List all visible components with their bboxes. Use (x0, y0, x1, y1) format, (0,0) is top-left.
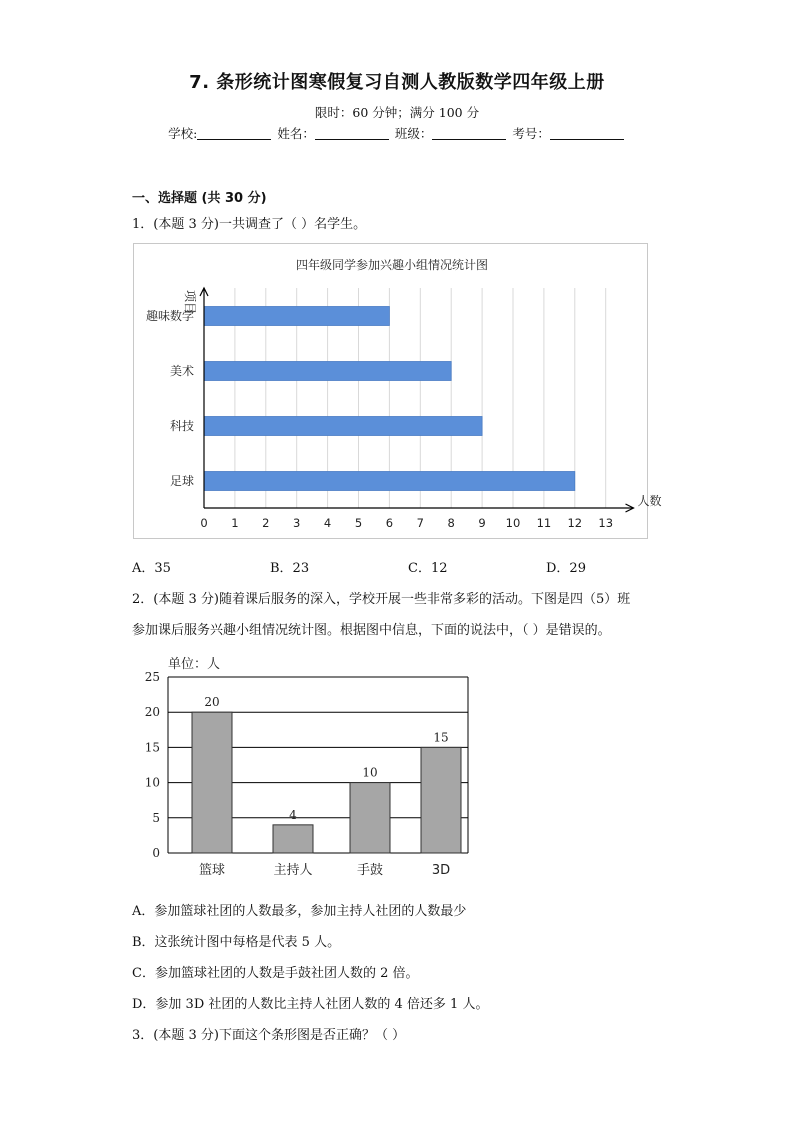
chart-2-vertical-bar (140, 650, 480, 880)
chart-2-svg (140, 650, 480, 880)
chart-1-x-tick-6: 6 (385, 516, 394, 530)
question-1-stem: 1．(本题 3 分)一共调查了（ ）名学生。 (132, 217, 367, 232)
chart-1-horizontal-bar (133, 243, 662, 539)
chart-2-bar-0 (192, 712, 232, 853)
school-label: 学校: (168, 126, 198, 141)
chart-2-category-label-1: 主持人 (273, 863, 313, 878)
exam-number-label: 考号： (512, 126, 550, 141)
chart-2-data-label-1: 4 (289, 807, 297, 822)
q1-option-c[interactable]: C．12 (408, 561, 448, 576)
chart-1-category-label-1: 美术 (169, 364, 194, 378)
chart-1-x-tick-3: 3 (293, 516, 301, 530)
chart-2-y-tick-0: 0 (152, 846, 160, 860)
chart-2-bar-1 (273, 825, 313, 853)
chart-2-bar-3 (421, 747, 461, 853)
chart-1-x-tick-0: 0 (200, 516, 208, 530)
q1-option-d[interactable]: D．29 (546, 561, 586, 576)
name-label: 姓名： (277, 126, 315, 141)
section-heading: 一、选择题 (共 30 分) (132, 191, 267, 206)
chart-1-y-axis-label: 项目 (183, 290, 197, 315)
chart-1-x-tick-5: 5 (354, 516, 363, 530)
class-label: 班级： (394, 126, 433, 141)
chart-1-x-tick-13: 13 (598, 516, 614, 530)
chart-1-x-axis-label: 人数 (637, 494, 662, 508)
class-blank[interactable] (432, 127, 506, 140)
chart-2-data-label-0: 20 (204, 695, 220, 710)
chart-2-bar-2 (350, 783, 390, 853)
q1-option-b[interactable]: B．23 (270, 561, 310, 576)
student-info-line (0, 124, 794, 142)
chart-1-category-label-3: 足球 (169, 474, 194, 488)
question-2-stem-line-1: 2．(本题 3 分)随着课后服务的深入，学校开展一些非常多彩的活动。下图是四（5）班 (132, 592, 631, 607)
chart-1-x-tick-10: 10 (505, 516, 521, 530)
chart-2-y-tick-1: 5 (152, 810, 160, 825)
q2-option-c[interactable]: C．参加篮球社团的人数是手鼓社团人数的 2 倍。 (132, 966, 419, 981)
exam-number-blank[interactable] (550, 127, 624, 140)
chart-1-svg (134, 244, 662, 540)
chart-1-bar-0 (204, 307, 389, 326)
q1-option-a[interactable]: A．35 (132, 561, 171, 576)
chart-2-unit-label: 单位：人 (168, 657, 221, 672)
question-3-stem: 3．(本题 3 分)下面这个条形图是否正确？（ ） (132, 1028, 406, 1043)
chart-1-x-tick-9: 9 (478, 516, 486, 530)
page-title: 7. 条形统计图寒假复习自测人教版数学四年级上册 (189, 72, 605, 93)
chart-2-data-label-2: 10 (362, 765, 378, 780)
chart-1-x-tick-8: 8 (447, 516, 455, 530)
question-2-stem-line-2: 参加课后服务兴趣小组情况统计图。根据图中信息，下面的说法中，（ ）是错误的。 (132, 623, 611, 638)
chart-2-y-tick-5: 25 (144, 670, 160, 684)
chart-1-bar-1 (204, 362, 451, 381)
time-limit: 限时：60 分钟；满分 100 分 (314, 105, 480, 120)
chart-2-category-label-2: 手鼓 (356, 863, 384, 878)
q2-option-b[interactable]: B．这张统计图中每格是代表 5 人。 (132, 935, 341, 950)
q2-option-d[interactable]: D．参加 3D 社团的人数比主持人社团人数的 4 倍还多 1 人。 (132, 997, 489, 1012)
chart-1-x-tick-11: 11 (536, 516, 552, 530)
q2-option-a[interactable]: A．参加篮球社团的人数最多，参加主持人社团的人数最少 (132, 904, 467, 919)
chart-2-category-label-0: 篮球 (198, 863, 226, 878)
chart-1-x-tick-1: 1 (231, 516, 239, 530)
chart-1-bar-2 (204, 417, 482, 436)
chart-1-category-label-2: 科技 (169, 419, 194, 433)
chart-1-x-tick-2: 2 (262, 516, 270, 530)
chart-2-category-label-3: 3D (431, 863, 451, 878)
chart-1-bar-3 (204, 472, 575, 491)
chart-1-x-tick-12: 12 (567, 516, 583, 530)
chart-1-category-label-0: 趣味数学 (145, 309, 194, 323)
school-blank[interactable] (197, 127, 271, 140)
chart-2-y-tick-2: 10 (144, 775, 160, 790)
question-1-options (132, 557, 692, 575)
chart-2-data-label-3: 15 (433, 730, 449, 745)
chart-1-x-tick-7: 7 (416, 516, 424, 530)
chart-2-y-tick-3: 15 (144, 740, 160, 755)
name-blank[interactable] (315, 127, 389, 140)
chart-2-y-tick-4: 20 (144, 705, 160, 720)
chart-1-title: 四年级同学参加兴趣小组情况统计图 (295, 258, 489, 272)
chart-1-x-tick-4: 4 (323, 516, 332, 530)
